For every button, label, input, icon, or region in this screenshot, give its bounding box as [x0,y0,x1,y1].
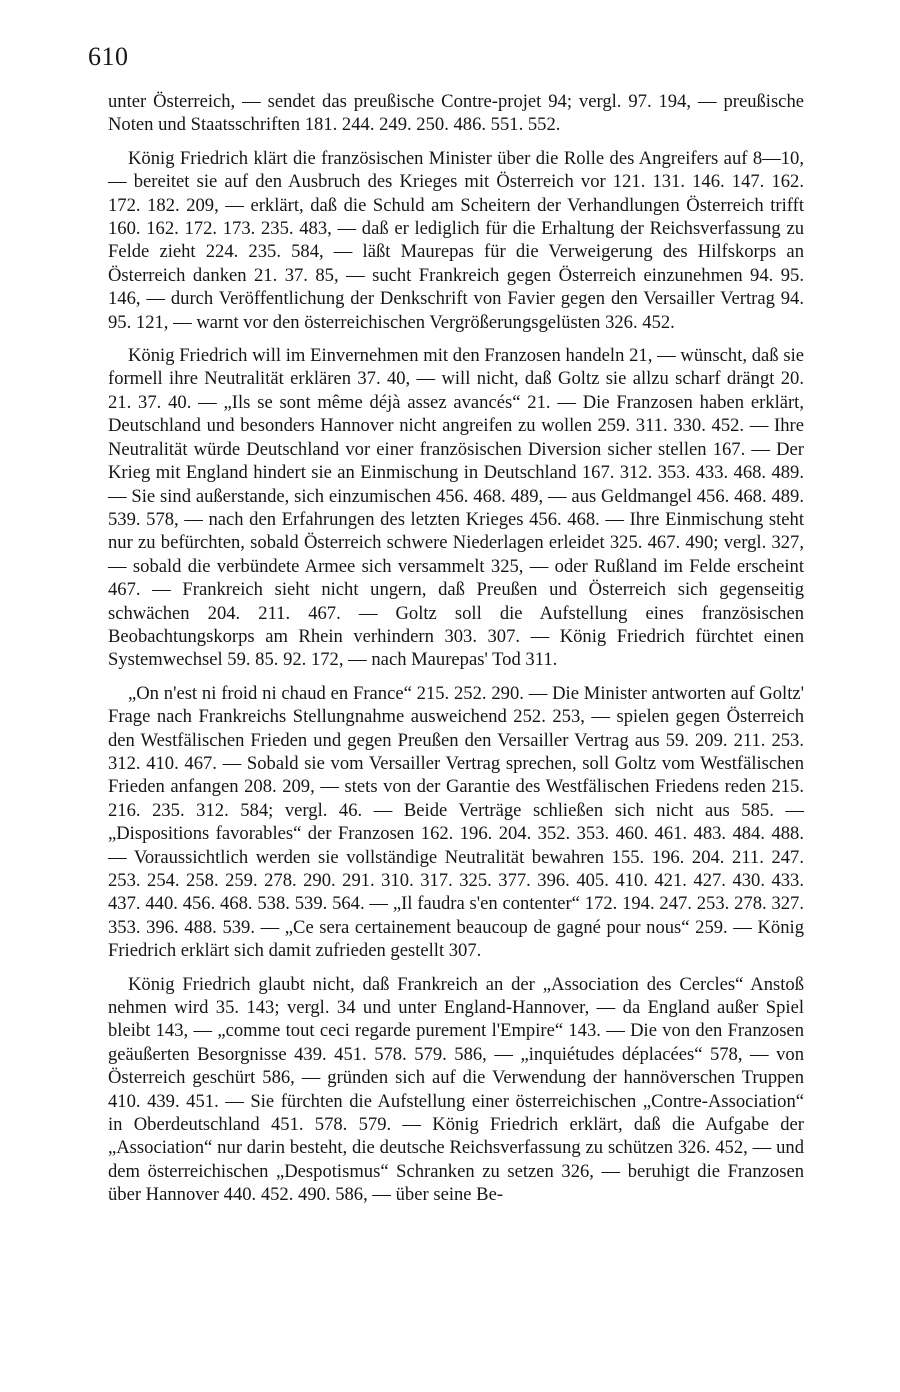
page-number: 610 [88,42,129,71]
index-paragraph: „On n'est ni froid ni chaud en France“ 215. 252. 290. — Die Minister antworten auf Goltz' Frage nach Frankreichs Stellungnahme ausweichend 252. 253, — spielen gegen Österreich den Westfälischen Frieden und gegen Preußen den Versailler Vertrag aus 59. 209. 211. 253. 312. 410. 467. — Sobald sie vom Versailler Vertrag sprechen, soll Goltz vom Westfälischen Frieden anfangen 208. 209, — stets von der Garantie des Westfälischen Friedens reden 215. 216. 235. 312. 584; vergl. 46. — Beide Verträge schließen sich nicht aus 585. — „Dispositions favorables“ der Franzosen 162. 196. 204. 352. 353. 460. 461. 483. 484. 488. — Voraussichtlich werden sie vollständige Neutralität bewahren 155. 196. 204. 211. 247. 253. 254. 258. 259. 278. 290. 291. 310. 317. 325. 377. 396. 405. 410. 421. 427. 430. 433. 437. 440. 456. 468. 538. 539. 564. — „Il faudra s'en contenter“ 172. 194. 247. 253. 278. 327. 353. 396. 488. 539. — „Ce sera certainement beaucoup de gagné pour nous“ 259. — König Friedrich erklärt sich damit zufrieden gestellt 307. [108,682,804,962]
index-paragraph: König Friedrich will im Einvernehmen mit den Franzosen handeln 21, — wünscht, daß sie formell ihre Neutralität erklären 37. 40, — will nicht, daß Goltz sie allzu scharf drängt 20. 21. 37. 40. — „Ils se sont même déjà assez avancés“ 21. — Die Franzosen haben erklärt, Deutschland und besonders Hannover nicht angreifen zu wollen 259. 311. 330. 452. — Ihre Neutralität würde Deutschland vor einer französischen Diversion sicher stellen 167. — Der Krieg mit England hindert sie an Einmischung in Deutschland 167. 312. 353. 433. 468. 489. — Sie sind außerstande, sich einzumischen 456. 468. 489, — aus Geldmangel 456. 468. 489. 539. 578, — nach den Erfahrungen des letzten Krieges 456. 468. — Ihre Einmischung steht nur zu befürchten, sobald Österreich schwere Niederlagen erleidet 325. 467. 490; vergl. 327, — sobald die verbündete Armee sich versammelt 325, — oder Rußland im Felde erscheint 467. — Frankreich sieht nicht ungern, daß Preußen und Österreich sich gegenseitig schwächen 204. 211. 467. — Goltz soll die Aufstellung eines französischen Beobachtungskorps am Rhein verhindern 303. 307. — König Friedrich fürchtet einen Systemwechsel 59. 85. 92. 172, — nach Maurepas' Tod 311. [108,345,804,671]
index-text-body [108,90,804,1207]
index-paragraph: König Friedrich glaubt nicht, daß Frankreich an der „Association des Cercles“ Anstoß nehmen wird 35. 143; vergl. 34 und unter England-Hannover, — da England außer Spiel bleibt 143, — „comme tout ceci regarde purement l'Empire“ 143. — Die von den Franzosen geäußerten Besorgnisse 439. 451. 578. 579. 586, — „inquiétudes déplacées“ 578, — von Österreich geschürt 586, — gründen sich auf die Verwendung der hannöverschen Truppen 410. 439. 451. — Sie fürchten die Aufstellung einer österreichischen „Contre-Association“ in Oberdeutschland 451. 578. 579. — König Friedrich erklärt, daß die Aufgabe der „Association“ nur darin besteht, die deutsche Reichsverfassung zu schützen 326. 452, — und dem österreichischen „Despotismus“ Schranken zu setzen 326, — beruhigt die Franzosen über Hannover 440. 452. 490. 586, — über seine Be- [108,973,804,1206]
index-paragraph: König Friedrich klärt die französischen Minister über die Rolle des Angreifers auf 8—10, — bereitet sie auf den Ausbruch des Krieges mit Österreich vor 121. 131. 146. 147. 162. 172. 182. 209, — erklärt, daß die Schuld am Scheitern der Verhandlungen Österreich trifft 160. 162. 172. 173. 235. 483, — daß er lediglich für die Erhaltung der Reichsverfassung zu Felde zieht 224. 235. 584, — läßt Maurepas für die Verweigerung des Hilfskorps an Österreich danken 21. 37. 85, — sucht Frankreich gegen Österreich einzunehmen 94. 95. 146, — durch Veröffentlichung der Denkschrift von Favier gegen den Versailler Vertrag 94. 95. 121, — warnt vor den österreichischen Vergrößerungsgelüsten 326. 452. [108,147,804,333]
index-paragraph: unter Österreich, — sendet das preußische Contre-projet 94; vergl. 97. 194, — preußische Noten und Staatsschriften 181. 244. 249. 250. 486. 551. 552. [108,91,804,136]
